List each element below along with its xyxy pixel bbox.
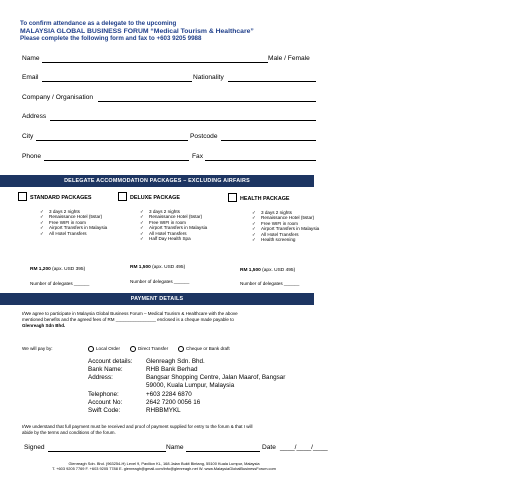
pay-option-local-order[interactable]: Local Order [88,346,120,352]
account-key: Bank Name: [88,366,123,373]
feature-list [252,210,332,242]
check-icon: ✓ [140,236,144,242]
feature-item: ✓ Airport Transfers in Malaysia [252,226,320,232]
check-icon: ✓ [140,230,144,236]
delegates-count-field[interactable]: Number of delegates ______ [130,279,190,284]
check-icon: ✓ [40,209,44,214]
account-value: RHBBMYKL [146,407,181,414]
feature-item: ✓ Renaissance Hotel (5star) [140,214,203,220]
check-icon: ✓ [252,215,256,221]
sign-name-label: Name [166,444,184,451]
radio-icon [88,346,94,352]
city-label: City [22,133,34,140]
fax-field[interactable] [205,160,316,161]
account-value: 59000, Kuala Lumpur, Malaysia [146,382,235,389]
delegates-count-field[interactable]: Number of delegates ______ [30,281,90,286]
payment-banner: PAYMENT DETAILS [0,293,314,305]
terms-statement: I/We understand that full payment must be received and proof of payment supplied for entry to the forum & that I will abide by the terms and conditions of the forum. [22,424,253,436]
feature-item: ✓ Free WIFI in room [140,219,187,225]
feature-item: ✓ Renaissance Hotel (5star) [252,215,315,221]
check-icon: ✓ [40,230,44,236]
footer-address: Glenreagh Sdn. Bhd. (963254-H) Level 9, Pavilion KL, 168 Jalan Bukit Bintang, 55100 Kuala Lumpur, Malaysia [68,461,260,466]
footer [14,461,314,471]
city-field[interactable] [36,140,188,141]
address-label: Address [22,113,47,120]
check-icon: ✓ [140,214,144,220]
health-package-checkbox[interactable] [228,193,237,202]
header-intro: To confirm attendance as a delegate to the upcoming [20,20,177,27]
sign-name-field[interactable] [186,451,260,452]
fax-label: Fax [192,153,203,160]
feature-item: ✓ Free WIFI in room [252,220,299,226]
package-title: DELUXE PACKAGE [130,195,180,201]
account-value: +603 2284 6870 [146,391,192,398]
account-value: RHB Bank Berhad [146,366,198,373]
postcode-label: Postcode [190,133,218,140]
feature-item: ✓ All Hotel Transfers [140,230,187,236]
form-header [20,20,254,43]
name-field[interactable] [42,62,268,63]
check-icon: ✓ [252,226,256,232]
deluxe-package-checkbox[interactable] [118,192,127,201]
feature-item: ✓ Health screening [252,237,296,243]
email-label: Email [22,74,39,81]
feature-item: ✓ Renaissance Hotel (5star) [40,214,103,220]
email-field[interactable] [42,81,192,82]
phone-label: Phone [22,153,42,160]
feature-item: ✓ 3 days 2 nights [40,209,80,214]
gender-label: Male / Female [268,55,310,62]
standard-package-checkbox[interactable] [18,192,27,201]
feature-item: ✓ 3 days 2 nights [140,209,180,214]
account-key: Account details: [88,358,133,365]
feature-item: ✓ Airport Transfers in Malaysia [40,225,108,231]
name-label: Name [22,55,40,62]
check-icon: ✓ [140,219,144,225]
account-value: Glenreagh Sdn. Bhd. [146,358,205,365]
check-icon: ✓ [252,220,256,226]
account-key: Account No: [88,399,123,406]
pay-by-row [22,346,53,351]
account-key: Telephone: [88,391,119,398]
company-label: Company / Organisation [22,94,94,101]
check-icon: ✓ [40,225,44,231]
signature-field[interactable] [48,451,166,452]
phone-field[interactable] [44,160,189,161]
account-value: 2642 7200 0056 16 [146,399,201,406]
address-field[interactable] [50,120,316,121]
check-icon: ✓ [40,219,44,225]
feature-item: ✓ All Hotel Transfers [40,230,87,236]
package-price: RM 1,500 (apx. USD 495) [240,268,296,273]
company-field[interactable] [98,101,316,102]
signed-label: Signed [24,444,45,451]
package-title: HEALTH PACKAGE [240,196,290,202]
account-value: Bangsar Shopping Centre, Jalan Maarof, Bangsar [146,374,286,381]
package-price: RM 1,200 (apx. USD 395) [30,267,86,272]
date-field[interactable]: ____/____/____ [280,444,328,451]
date-label: Date [262,444,276,451]
feature-list [140,209,220,241]
radio-icon [178,346,184,352]
feature-item: ✓ Free WIFI in room [40,219,87,225]
check-icon: ✓ [252,210,256,215]
feature-item: ✓ Airport Transfers in Malaysia [140,225,208,231]
fax-instruction: Please complete the following form and fax to +603 9205 9988 [20,35,202,43]
account-details [88,358,318,414]
pay-option-cheque[interactable]: Cheque or Bank draft [178,346,230,352]
check-icon: ✓ [140,225,144,231]
nationality-field[interactable] [228,81,316,82]
radio-icon [130,346,136,352]
pay-option-direct-transfer[interactable]: Direct Transfer [130,346,168,352]
postcode-field[interactable] [221,140,316,141]
pay-by-label: We will pay by: [22,346,53,351]
feature-item: ✓ 3 days 2 nights [252,210,292,215]
delegates-count-field[interactable]: Number of delegates ______ [240,281,300,286]
account-key: Address: [88,374,113,381]
check-icon: ✓ [140,209,144,214]
check-icon: ✓ [252,237,256,243]
footer-contacts: T. +603 9205 7769 F. +603 9205 7788 E. glenreagh@gmail.com/info@glenreagh.net W. www.MalaysiaGlobalBusinessForum.com [52,466,276,471]
agreement-text: I/We agree to participate in Malaysia Global Business Forum – Medical Tourism & Healthcare with the above mentioned benefits and the agreed fees of RM ________________ enclosed is a cheque made payable to Glenreagh Sdn Bhd. [22,311,238,329]
feature-item: ✓ Half Day Health Spa [140,236,191,242]
package-title: STANDARD PACKAGES [30,195,92,201]
package-price: RM 1,500 (apx. USD 495) [130,265,186,270]
packages-banner: DELEGATE ACCOMMODATION PACKAGES – EXCLUDING AIRFAIRS [0,175,314,187]
forum-title: MALAYSIA GLOBAL BUSINESS FORUM “Medical Tourism & Healthcare” [20,27,254,35]
nationality-label: Nationality [193,74,224,81]
check-icon: ✓ [252,231,256,237]
check-icon: ✓ [40,214,44,220]
feature-list [40,209,120,236]
account-key: Swift Code: [88,407,121,414]
feature-item: ✓ All Hotel Transfers [252,231,299,237]
